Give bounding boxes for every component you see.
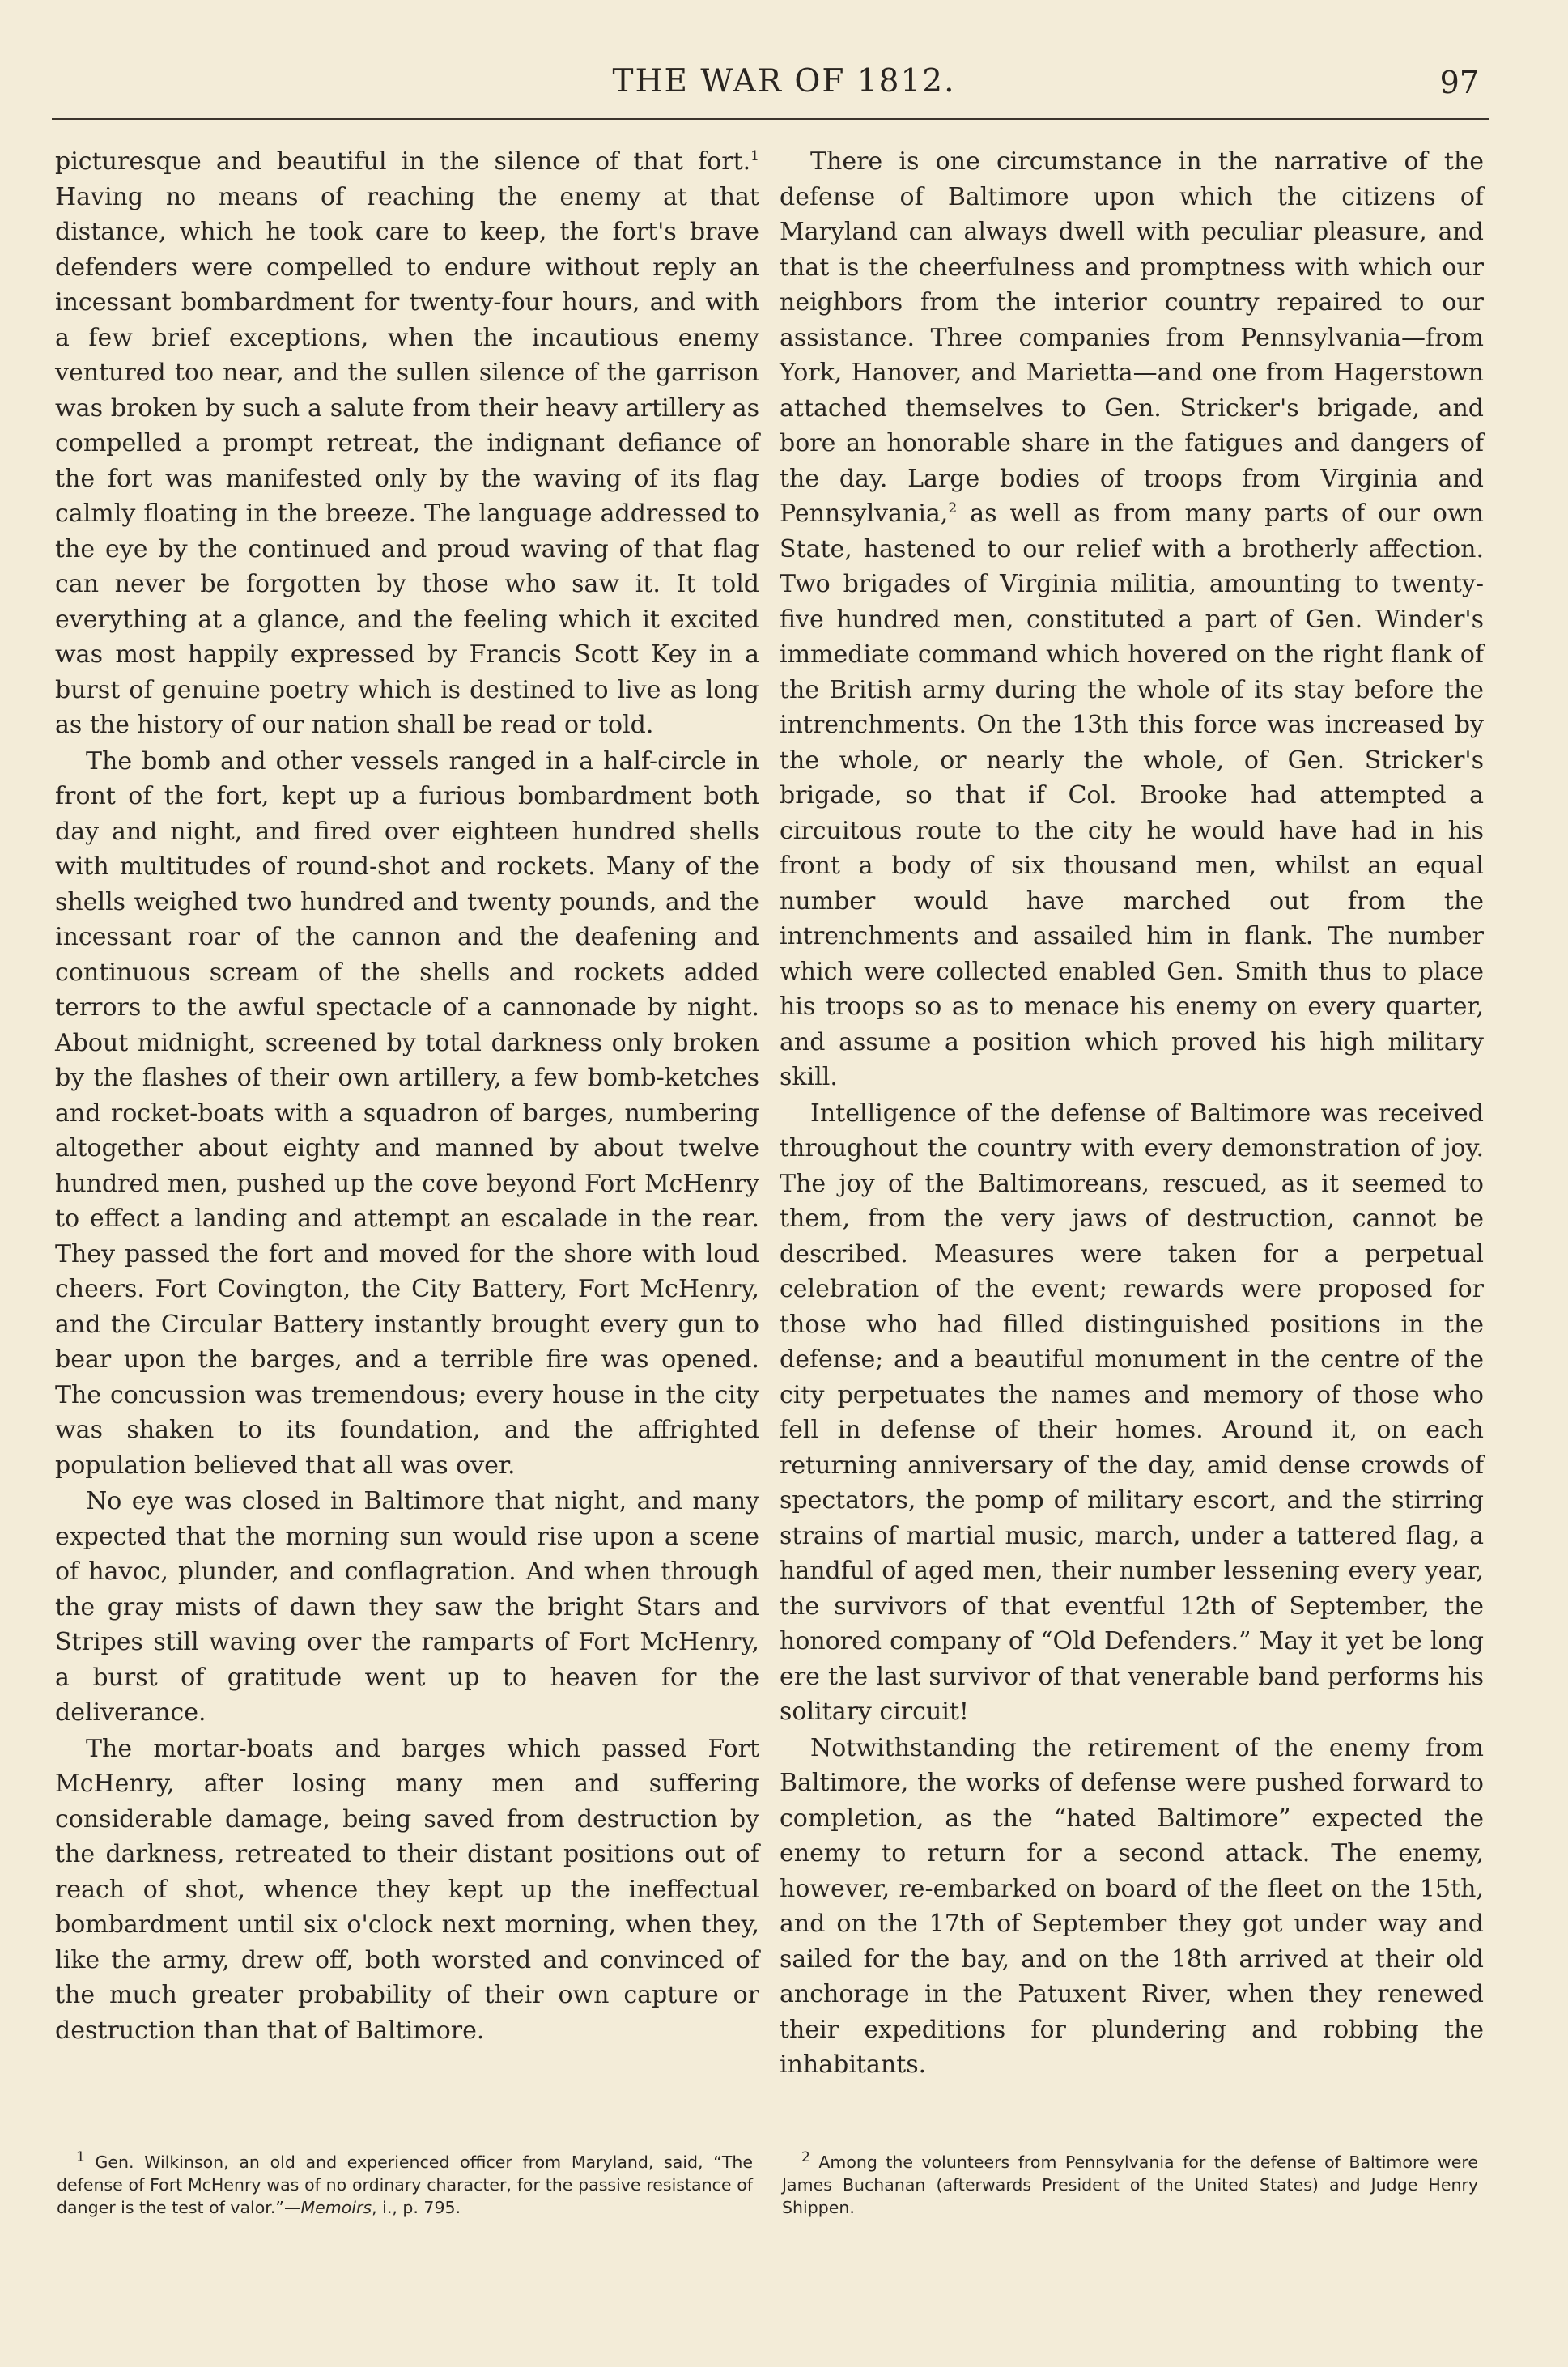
paragraph: Notwithstanding the retirement of the enemy from Baltimore, the works of defense were pushed forward to completion, as the “hated Baltimore” expected the enemy to return for a second attack. The enemy, however, re-embarked on board of the fleet on the 15th, and on the 17th of September they got under way and sailed for the bay, and on the 18th arrived at their old anchorage in the Patuxent River, when they renewed their expeditions for plundering and robbing the inhabitants.: [780, 1733, 1484, 2079]
paragraph: No eye was closed in Baltimore that night, and many expected that the morning sun would rise upon a scene of havoc, plunder, and conflagration. And when through the gray mists of dawn they saw the bright Stars and Stripes still waving over the ramparts of Fort McHenry, a burst of gratitude went up to heaven for the deliverance.: [55, 1487, 759, 1727]
page-title: THE WAR OF 1812.: [612, 63, 956, 100]
paragraph: [780, 144, 1484, 1095]
footnote-cite: , i., p. 795.: [372, 2198, 461, 2217]
footnote-mark: 1: [76, 2149, 85, 2166]
footnote-body: Among the volunteers from Pennsylvania for the defense of Baltimore were James Buchanan (afterwards President of the United States) and Judge Henry Shippen.: [782, 2152, 1478, 2217]
running-head: [49, 63, 1519, 104]
footnote-ref-2: 2: [948, 500, 958, 516]
paragraph: The mortar-boats and barges which passed Fort McHenry, after losing many men and suffering considerable damage, being saved from destruction by the darkness, retreated to their distant positions out of reach of shot, whence they kept up the ineffectual bombardment until six o'clock next morning, when they, like the army, drew off, both worsted and convinced of the much greater probability of their own capture or destruction than that of Baltimore.: [55, 1734, 759, 2045]
footnote-text: [57, 2151, 753, 2219]
footnote-text: [782, 2151, 1478, 2219]
footnote-2: [782, 2151, 1478, 2219]
header-rule: [52, 118, 1489, 120]
right-column: [780, 144, 1484, 2084]
left-column: [55, 144, 759, 2049]
paragraph-text: picturesque and beautiful in the silence of that fort.: [55, 147, 751, 176]
footnote-source: Memoirs: [300, 2198, 372, 2217]
paragraph: [55, 144, 759, 743]
page-number: 97: [1439, 65, 1479, 100]
paragraph-text: There is one circumstance in the narrative of the defense of Baltimore upon which the citizens of Maryland can always dwell with peculiar pleasure, and that is the cheerfulness and promptness with which our neighbors from the interior country repaired to our assistance. Three companies from Pennsylvania—from York, Hanover, and Marietta—and one from Hagerstown attached themselves to Gen. Stricker's brigade, and bore an honorable share in the fatigues and dangers of the day. Large bodies of troops from Virginia and Pennsylvania,: [780, 147, 1484, 528]
footnote-1: [57, 2151, 753, 2219]
paragraph-text: Having no means of reaching the enemy at that distance, which he took care to keep, the fort's brave defenders were compelled to endure without reply an incessant bombardment for twenty-four hours, and with a few brief exceptions, when the incautious enemy ventured too near, and the sullen silence of the garrison was broken by such a salute from their heavy artillery as compelled a prompt retreat, the indignant defiance of the fort was manifested only by the waving of its flag calmly floating in the breeze. The language addressed to the eye by the continued and proud waving of that flag can never be forgotten by those who saw it. It told everything at a glance, and the feeling which it excited was most happily expressed by Francis Scott Key in a burst of genuine poetry which is destined to live as long as the history of our nation shall be read or told.: [55, 182, 759, 739]
footnote-mark: 2: [801, 2149, 810, 2166]
paragraph: The bomb and other vessels ranged in a half-circle in front of the fort, kept up a furious bombardment both day and night, and fired over eighteen hundred shells with multitudes of round-shot and rockets. Many of the shells weighed two hundred and twenty pounds, and the incessant roar of the cannon and the deafening and continuous scream of the shells and rockets added terrors to the awful spectacle of a cannonade by night. About midnight, screened by total darkness only broken by the flashes of their own artillery, a few bomb-ketches and rocket-boats with a squadron of barges, numbering altogether about eighty and manned by about twelve hundred men, pushed up the cove beyond Fort McHenry to effect a landing and attempt an escalade in the rear. They passed the fort and moved for the shore with loud cheers. Fort Covington, the City Battery, Fort McHenry, and the Circular Battery instantly brought every gun to bear upon the barges, and a terrible fire was opened. The concussion was tremendous; every house in the city was shaken to its foundation, and the affrighted population believed that all was over.: [55, 746, 759, 1480]
footnote-body: Gen. Wilkinson, an old and experienced officer from Maryland, said, “The defense of Fort McHenry was of no ordinary character, for the passive resistance of danger is the test of valor.”—: [57, 2152, 753, 2217]
footnote-ref-1: 1: [750, 148, 759, 164]
paragraph: Intelligence of the defense of Baltimore was received throughout the country with every demonstration of joy. The joy of the Baltimoreans, rescued, as it seemed to them, from the very jaws of destruction, cannot be described. Measures were taken for a perpetual celebration of the event; rewards were proposed for those who had filled distinguished positions in the defense; and a beautiful monument in the centre of the city perpetuates the names and memory of those who fell in defense of their homes. Around it, on each returning anniversary of the day, amid dense crowds of spectators, the pomp of military escort, and the stirring strains of martial music, march, under a tattered flag, a handful of aged men, their number lessening every year, the survivors of that eventful 12th of September, the honored company of “Old Defenders.” May it yet be long ere the last survivor of that venerable band performs his solitary circuit!: [780, 1099, 1484, 1726]
paragraph-text: as well as from many parts of our own State, hastened to our relief with a brotherly affection. Two brigades of Virginia militia, amounting to twenty-five hundred men, constituted a part of Gen. Winder's immediate command which hovered on the right flank of the British army during the whole of its stay before the intrenchments. On the 13th this force was increased by the whole, or nearly the whole, of Gen. Stricker's brigade, so that if Col. Brooke had attempted a circuitous route to the city he would have had in his front a body of six thousand men, whilst an equal number would have marched out from the intrenchments and assailed him in flank. The number which were collected enabled Gen. Smith thus to place his troops so as to menace his enemy on every quarter, and assume a position which proved his high military skill.: [780, 499, 1484, 1091]
